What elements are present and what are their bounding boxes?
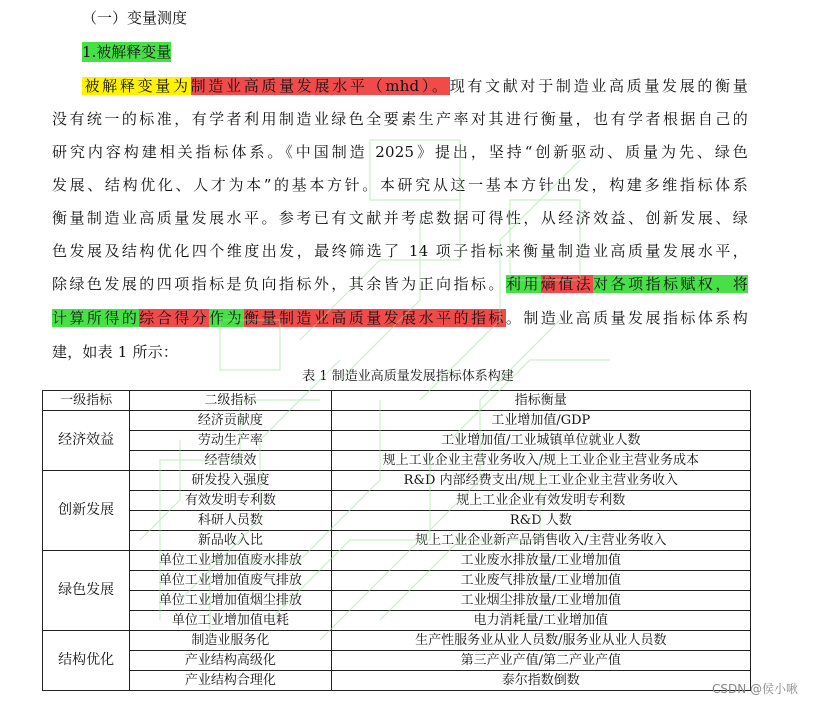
table-row: [43, 471, 751, 491]
paragraph-line-4: 发展、结构优化、人才为本”的基本方针。本研究从这一基本方针出发，构建多维指标体系: [52, 176, 748, 194]
highlight-use: 利用: [505, 275, 541, 293]
measure: 第三产业产值/第二产业产值: [331, 651, 750, 671]
highlight-composite-score: 综合得分: [139, 309, 210, 327]
group-green: 绿色发展: [43, 551, 130, 631]
paragraph-line-5: 衡量制造业高质量发展水平。参考已有文献并考虑数据可得性，从经济效益、创新发展、绿: [52, 209, 748, 227]
measure: R&D 人数: [331, 511, 750, 531]
table-row: [43, 631, 751, 651]
highlight-indicator: 衡量制造业高质量发展水平的指标: [244, 309, 506, 327]
table-row: [43, 651, 751, 671]
highlight-mhd: 制造业高质量发展水平（mhd）。: [190, 77, 450, 95]
sub-indicator: 科研人员数: [130, 511, 331, 531]
group-structure: 结构优化: [43, 631, 130, 691]
sub-indicator: 制造业服务化: [130, 631, 331, 651]
sub-indicator: 新品收入比: [130, 531, 331, 551]
table-row: [43, 511, 751, 531]
header-level2: 二级指标: [130, 391, 331, 411]
sub-indicator: 产业结构合理化: [130, 671, 331, 691]
measure: 工业增加值/GDP: [331, 411, 750, 431]
group-economic: 经济效益: [43, 411, 130, 471]
sub-indicator: 研发投入强度: [130, 471, 331, 491]
measure: 工业废气排放量/工业增加值: [331, 571, 750, 591]
table-row: [43, 591, 751, 611]
table-row: [43, 551, 751, 571]
table-row: [43, 491, 751, 511]
header-measure: 指标衡量: [331, 391, 750, 411]
table-row: [43, 571, 751, 591]
csdn-author-watermark: CSDN @侯小啾: [711, 682, 798, 696]
measure: 规上工业企业新产品销售收入/主营业务收入: [331, 531, 750, 551]
paragraph-line-7: [52, 274, 748, 294]
highlight-dependent-variable: 被解释变量为: [82, 77, 191, 95]
sub-indicator: 经济贡献度: [130, 411, 331, 431]
table-row: [43, 531, 751, 551]
measure: 规上工业企业有效发明专利数: [331, 491, 750, 511]
paragraph-line-9: 建，如表 1 所示：: [52, 343, 179, 361]
highlight-weighting: 对各项指标赋权，将: [593, 275, 749, 293]
sub-indicator: 劳动生产率: [130, 431, 331, 451]
sub-indicator: 单位工业增加值废水排放: [130, 551, 331, 571]
sub-indicator: 有效发明专利数: [130, 491, 331, 511]
highlight-entropy-method: 熵值法: [540, 275, 594, 293]
paragraph-line-8: [52, 308, 748, 328]
measure: 泰尔指数倒数: [331, 671, 750, 691]
table-row: [43, 411, 751, 431]
highlight-as: 作为: [209, 309, 245, 327]
paragraph-line-1: [52, 76, 748, 96]
paragraph-line-6: 色发展及结构优化四个维度出发，最终筛选了 14 项子指标来衡量制造业高质量发展水平，: [52, 242, 748, 260]
highlight-computed: 计算所得的: [52, 309, 140, 327]
group-innovation: 创新发展: [43, 471, 130, 551]
measure: R&D 内部经费支出/规上工业企业主营业务收入: [331, 471, 750, 491]
subsection-title: 1.被解释变量: [82, 43, 172, 61]
paragraph-text: 除绿色发展的四项指标是负向指标外，其余皆为正向指标。: [52, 275, 506, 293]
paragraph-line-3: 研究内容构建相关指标体系。《中国制造 2025》提出，坚持“创新驱动、质量为先、绿色: [52, 143, 748, 161]
sub-indicator: 经营绩效: [130, 451, 331, 471]
table-header-row: [43, 391, 751, 411]
indicator-table: [42, 390, 751, 691]
sub-indicator: 产业结构高级化: [130, 651, 331, 671]
table-caption: 表 1 制造业高质量发展指标体系构建: [302, 369, 514, 384]
table-row: [43, 451, 751, 471]
paragraph-text: 。制造业高质量发展指标体系构: [505, 309, 748, 327]
measure: 工业废水排放量/工业增加值: [331, 551, 750, 571]
header-level1: 一级指标: [43, 391, 130, 411]
sub-indicator: 单位工业增加值废气排放: [130, 571, 331, 591]
measure: 工业增加值/工业城镇单位就业人数: [331, 431, 750, 451]
measure: 工业烟尘排放量/工业增加值: [331, 591, 750, 611]
measure: 规上工业企业主营业务收入/规上工业企业主营业务成本: [331, 451, 750, 471]
table-row: [43, 671, 751, 691]
table-row: [43, 431, 751, 451]
paragraph-text: 现有文献对于制造业高质量发展的衡量: [449, 77, 749, 95]
paragraph-line-2: 没有统一的标准，有学者利用制造业绿色全要素生产率对其进行衡量，也有学者根据自己的: [52, 110, 748, 128]
sub-indicator: 单位工业增加值烟尘排放: [130, 591, 331, 611]
table-row: [43, 611, 751, 631]
measure: 电力消耗量/工业增加值: [331, 611, 750, 631]
sub-indicator: 单位工业增加值电耗: [130, 611, 331, 631]
section-title: （一）变量测度: [82, 9, 188, 27]
measure: 生产性服务业从业人员数/服务业从业人员数: [331, 631, 750, 651]
